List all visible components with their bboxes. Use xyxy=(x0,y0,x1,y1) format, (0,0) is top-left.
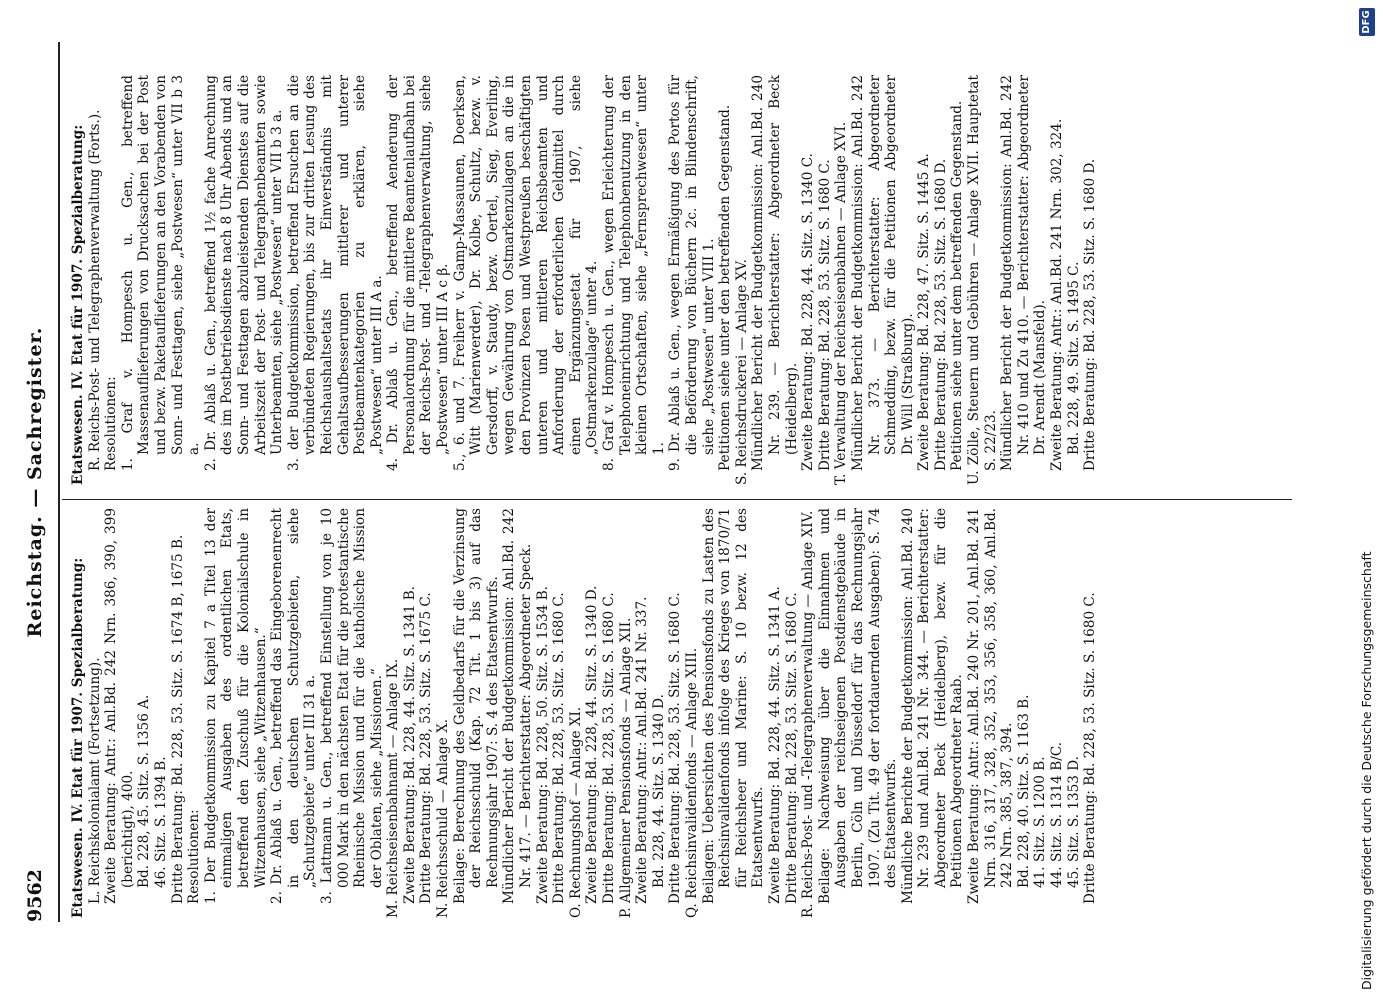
entry-line: Dritte Beratung: Bd. 228, 53. Sitz. S. 1680 C. xyxy=(816,159,833,471)
entry-line: Dritte Beratung: Bd. 228, 53. Sitz. S. 1675 C. xyxy=(418,592,435,904)
entry-line: Mündliche Berichte der Budgetkommission: Anl.Bd. 240 Nr. 239 und Anl.Bd. 241 Nr. 344. — Berichterstatter: Abgeordneter Beck (Heidelberg), bezw. für die Petitionen Abgeordneter Raab. xyxy=(899,508,966,904)
entry-line: M. Reichseisenbahnamt — Anlage IX. xyxy=(385,658,402,918)
entry-line: Petitionen siehe unter dem betreffenden Gegenstand. xyxy=(949,100,966,471)
entry-line: Mündlicher Bericht der Budgetkommission: Anl.Bd. 242 Nr. 417. — Berichterstatter: Abgeordneter Speck. xyxy=(501,508,535,904)
page-number: 9562 xyxy=(24,869,46,922)
entry-line: Zweite Beratung: Bd. 228, 44. Sitz. S. 1341 A. xyxy=(766,586,783,904)
entry-line: 41. Sitz. S. 1200 B. xyxy=(1032,756,1049,888)
entry-line: Dritte Beratung: Bd. 228, 53. Sitz. S. 1680 C. xyxy=(1082,592,1099,904)
entry-line: Bd. 228, 40. Sitz. S. 1163 B. xyxy=(1015,694,1032,888)
entry-line: Etatswesen. IV. Etat für 1907. Spezialberatung: xyxy=(70,124,86,485)
entry-line: S. Reichsdruckerei — Anlage XV. xyxy=(733,259,750,485)
column-divider xyxy=(62,499,1292,500)
entry-line: Resolutionen: xyxy=(103,376,120,471)
right-column xyxy=(70,75,1099,485)
entry-line: Zweite Beratung: Bd. 228, 47. Sitz. S. 1445 A. xyxy=(916,153,933,471)
entry-line: Zweite Beratung: Antr.: Anl.Bd. 241 Nr. 337. xyxy=(634,596,651,904)
entry-line: R. Reichs-Post- und Telegraphenverwaltung (Forts.). xyxy=(86,109,103,471)
entry-line: Mündlicher Bericht der Budgetkommission: Anl.Bd. 242 Nr. 373. — Berichterstatter: Abgeordneter Schmedding, bezw. für die Petitionen Abgeordneter Dr. Will (Straßburg). xyxy=(849,75,916,471)
entry-line: Zweite Beratung: Antr.: Anl.Bd. 242 Nrn. 386, 390, 399 (berichtigt), 400. xyxy=(103,508,136,904)
entry-line: Zweite Beratung: Bd. 228, 44. Sitz. S. 1340 C. xyxy=(800,153,817,471)
header-rule xyxy=(58,42,60,922)
dfg-logo: DFG xyxy=(1359,8,1375,36)
entry-line: Mündlicher Bericht der Budgetkommission: Anl.Bd. 242 Nr. 410 und Zu 410. — Berichterstatter: Abgeordneter Dr. Arendt (Mansfeld). xyxy=(999,75,1049,471)
left-column xyxy=(70,508,1099,918)
entry-line: 1. Graf v. Hompesch u. Gen., betreffend Massenauflieferungen von Drucksachen bei der Post und bezw. Paketauflieferungen an den Vorabenden von Sonn- und Festtagen, siehe „Postwesen“ unter VII b 3 a. xyxy=(119,75,203,471)
entry-line: Dritte Beratung: Bd. 228, 53. Sitz. S. 1680 C. xyxy=(783,592,800,904)
entry-line: Bd. 228, 45. Sitz. S. 1356 A. xyxy=(136,694,153,888)
entry-line: Zweite Beratung: Bd. 228, 44. Sitz. S. 1340 D. xyxy=(584,585,601,904)
credit-text: Digitalisierung gefördert durch die Deutsche Forschungsgemeinschaft xyxy=(1359,551,1374,990)
entry-line: Bd. 228, 44. Sitz. S. 1340 D. xyxy=(650,694,667,888)
entry-line: Dritte Beratung: Bd. 228, 53. Sitz. S. 1680 C. xyxy=(551,592,568,904)
page-header xyxy=(24,42,54,922)
entry-line: 45. Sitz. S. 1353 D. xyxy=(1065,756,1082,888)
entry-line: 46. Sitz. S. 1394 B. xyxy=(152,756,169,888)
entry-line: 3. der Budgetkommission, betreffend Ersuchen an die verbündeten Regierungen, bis zur dritten Lesung des Reichshaushaltsetats ihr Einverständnis mit Gehaltsaufbesserungen mittlerer und unterer Postbeamtenkategorien zu erklären, siehe „Postwesen“ unter III A a. xyxy=(285,75,385,471)
entry-line: Resolutionen: xyxy=(186,809,203,904)
entry-line: O. Rechnungshof — Anlage XI. xyxy=(567,706,584,918)
entry-line: R. Reichs-Post- und -Telegraphenverwaltung — Anlage XIV. xyxy=(800,510,817,918)
entry-line: Q. Reichsinvalidenfonds — Anlage XIII. xyxy=(683,647,700,918)
entry-line: 2. Dr. Ablaß u. Gen., betreffend das Eingeborenenrecht in den deutschen Schutzgebieten, siehe „Schutzgebiete“ unter III 31 a. xyxy=(269,508,319,904)
entry-line: Dritte Beratung: Bd. 228, 53. Sitz. S. 1674 B, 1675 B. xyxy=(169,534,186,904)
entry-line: Petitionen siehe unter den betreffenden Gegenstand. xyxy=(717,104,734,471)
entry-line: N. Reichsschuld — Anlage X. xyxy=(435,718,452,918)
entry-line: Dritte Beratung: Bd. 228, 53. Sitz. S. 1680 C. xyxy=(601,592,617,904)
running-title: Reichstag. — Sachregister. xyxy=(24,326,46,638)
entry-line: Zweite Beratung: Antr.: Anl.Bd. 241 Nrn. 302, 324. xyxy=(1049,118,1066,471)
entry-line: U. Zölle, Steuern und Gebühren — Anlage XVII. Hauptetat S. 22/23. xyxy=(966,75,999,485)
digitization-credit xyxy=(1355,0,1381,1000)
entry-line: Zweite Beratung: Antr.: Anl.Bd. 240 Nr. 201, Anl.Bd. 241 Nrn. 316, 317, 328, 352, 353, 356, 358, 360, Anl.Bd. 242 Nrn. 385, 387, 394. xyxy=(966,508,1016,904)
entry-line: P. Allgemeiner Pensionsfonds — Anlage XII. xyxy=(617,617,634,918)
entry-line: 9. Dr. Ablaß u. Gen., wegen Ermäßigung des Portos für die Beförderung von Büchern 2c. in Blindenschrift, siehe „Postwesen“ unter VIII 1. xyxy=(667,75,717,471)
entry-line: 4. Dr. Ablaß u. Gen., betreffend Aenderung der Personalordnung für die mittlere Beamtenlaufbahn bei der Reichs-Post- und -Telegraphenverwaltung, siehe „Postwesen“ unter III A c β. xyxy=(385,75,452,471)
entry-line: Mündlicher Bericht der Budgetkommission: Anl.Bd. 240 Nr. 239. — Berichterstatter: Abgeordneter Beck (Heidelberg). xyxy=(750,75,800,471)
entry-line: 3. Lattmann u. Gen., betreffend Einstellung von je 10 000 Mark in den nächsten Etat für die protestantische Rheinische Mission und für die katholische Mission der Oblaten, siehe „Missionen.“ xyxy=(318,508,385,904)
entry-line: 8. Graf v. Hompesch u. Gen., wegen Erleichterung der Telephoneinrichtung und Telephonbenutzung in den kleinen Ortschaften, siehe „Fernsprechwesen“ unter 1. xyxy=(601,75,667,471)
entry-line: Bd. 228, 49. Sitz. S. 1495 C. xyxy=(1065,261,1082,455)
entry-line: Etatswesen. IV. Etat für 1907. Spezialberatung: xyxy=(70,557,86,918)
entry-line: Beilage: Nachweisung über die Einnahmen und Ausgaben der reichseigenen Postdienstgebäude in Berlin, Cöln und Düsseldorf für das Rechnungsjahr 1907. (Zu Tit. 49 der fortdauernden Ausgaben): S. 74 des Etatsentwurfs. xyxy=(816,508,900,904)
entry-line: T. Verwaltung der Reichseisenbahnen — Anlage XVI. xyxy=(833,121,850,485)
entry-line: 5., 6. und 7. Freiherr v. Gamp-Massaunen, Doerksen, Witt (Marienwerder), Dr. Kolbe, Schultz, bezw. v. Gersdorff, v. Staudy, bezw. Oertel, Sieg, Everling, wegen Gewährung von Ostmarkenzulagen an die in den Provinzen Posen und Westpreußen beschäftigten unteren und mittleren Reichsbeamten und Anforderung der erforderlichen Geldmittel durch einen Ergänzungsetat für 1907, siehe „Ostmarkenzulage“ unter 4. xyxy=(451,75,601,471)
entry-line: Dritte Beratung: Bd. 228, 53. Sitz. S. 1680 D. xyxy=(932,158,949,471)
entry-line: 44. Sitz. S. 1314 B/C. xyxy=(1049,741,1066,888)
entry-line: Beilagen: Uebersichten des Pensionsfonds zu Lasten des Reichsinvalidenfonds infolge des Krieges von 1870/71 für Reichsheer und Marine: S. 10 bezw. 12 des Etatsentwurfs. xyxy=(700,508,767,904)
entry-line: Dritte Beratung: Bd. 228, 53. Sitz. S. 1680 D. xyxy=(1082,158,1099,471)
entry-line: L. Reichskolonialamt (Fortsetzung). xyxy=(86,657,103,904)
entry-line: 1. Der Budgetkommission zu Kapitel 7 a Titel 13 der einmaligen Ausgaben des ordentlichen Etats, betreffend den Zuschuß für die Kolonialschule in Witzenhausen, siehe „Witzenhausen.“ xyxy=(202,508,269,904)
entry-line: 2. Dr. Ablaß u. Gen., betreffend 1½ fache Anrechnung des im Postbetriebsdienste nach 8 Uhr Abends und an Sonn- und Festtagen abzuleistenden Dienstes auf die Arbeitszeit der Post- und Telegraphenbeamten sowie Unterbeamten, siehe „Postwesen“ unter VII b 3 a. xyxy=(202,75,286,471)
entry-line: Beilage: Berechnung des Geldbedarfs für die Verzinsung der Reichsschuld (Kap. 72 Tit. 1 bis 3) auf das Rechnungsjahr 1907: S. 4 des Etatsentwurfs. xyxy=(451,508,501,904)
entry-line: Dritte Beratung: Bd. 228, 53. Sitz. S. 1680 C. xyxy=(667,592,684,904)
entry-line: Zweite Beratung: Bd. 228, 44. Sitz. S. 1341 B. xyxy=(401,586,418,904)
entry-line: Zweite Beratung: Bd. 228, 50. Sitz. S. 1534 B. xyxy=(534,586,551,904)
